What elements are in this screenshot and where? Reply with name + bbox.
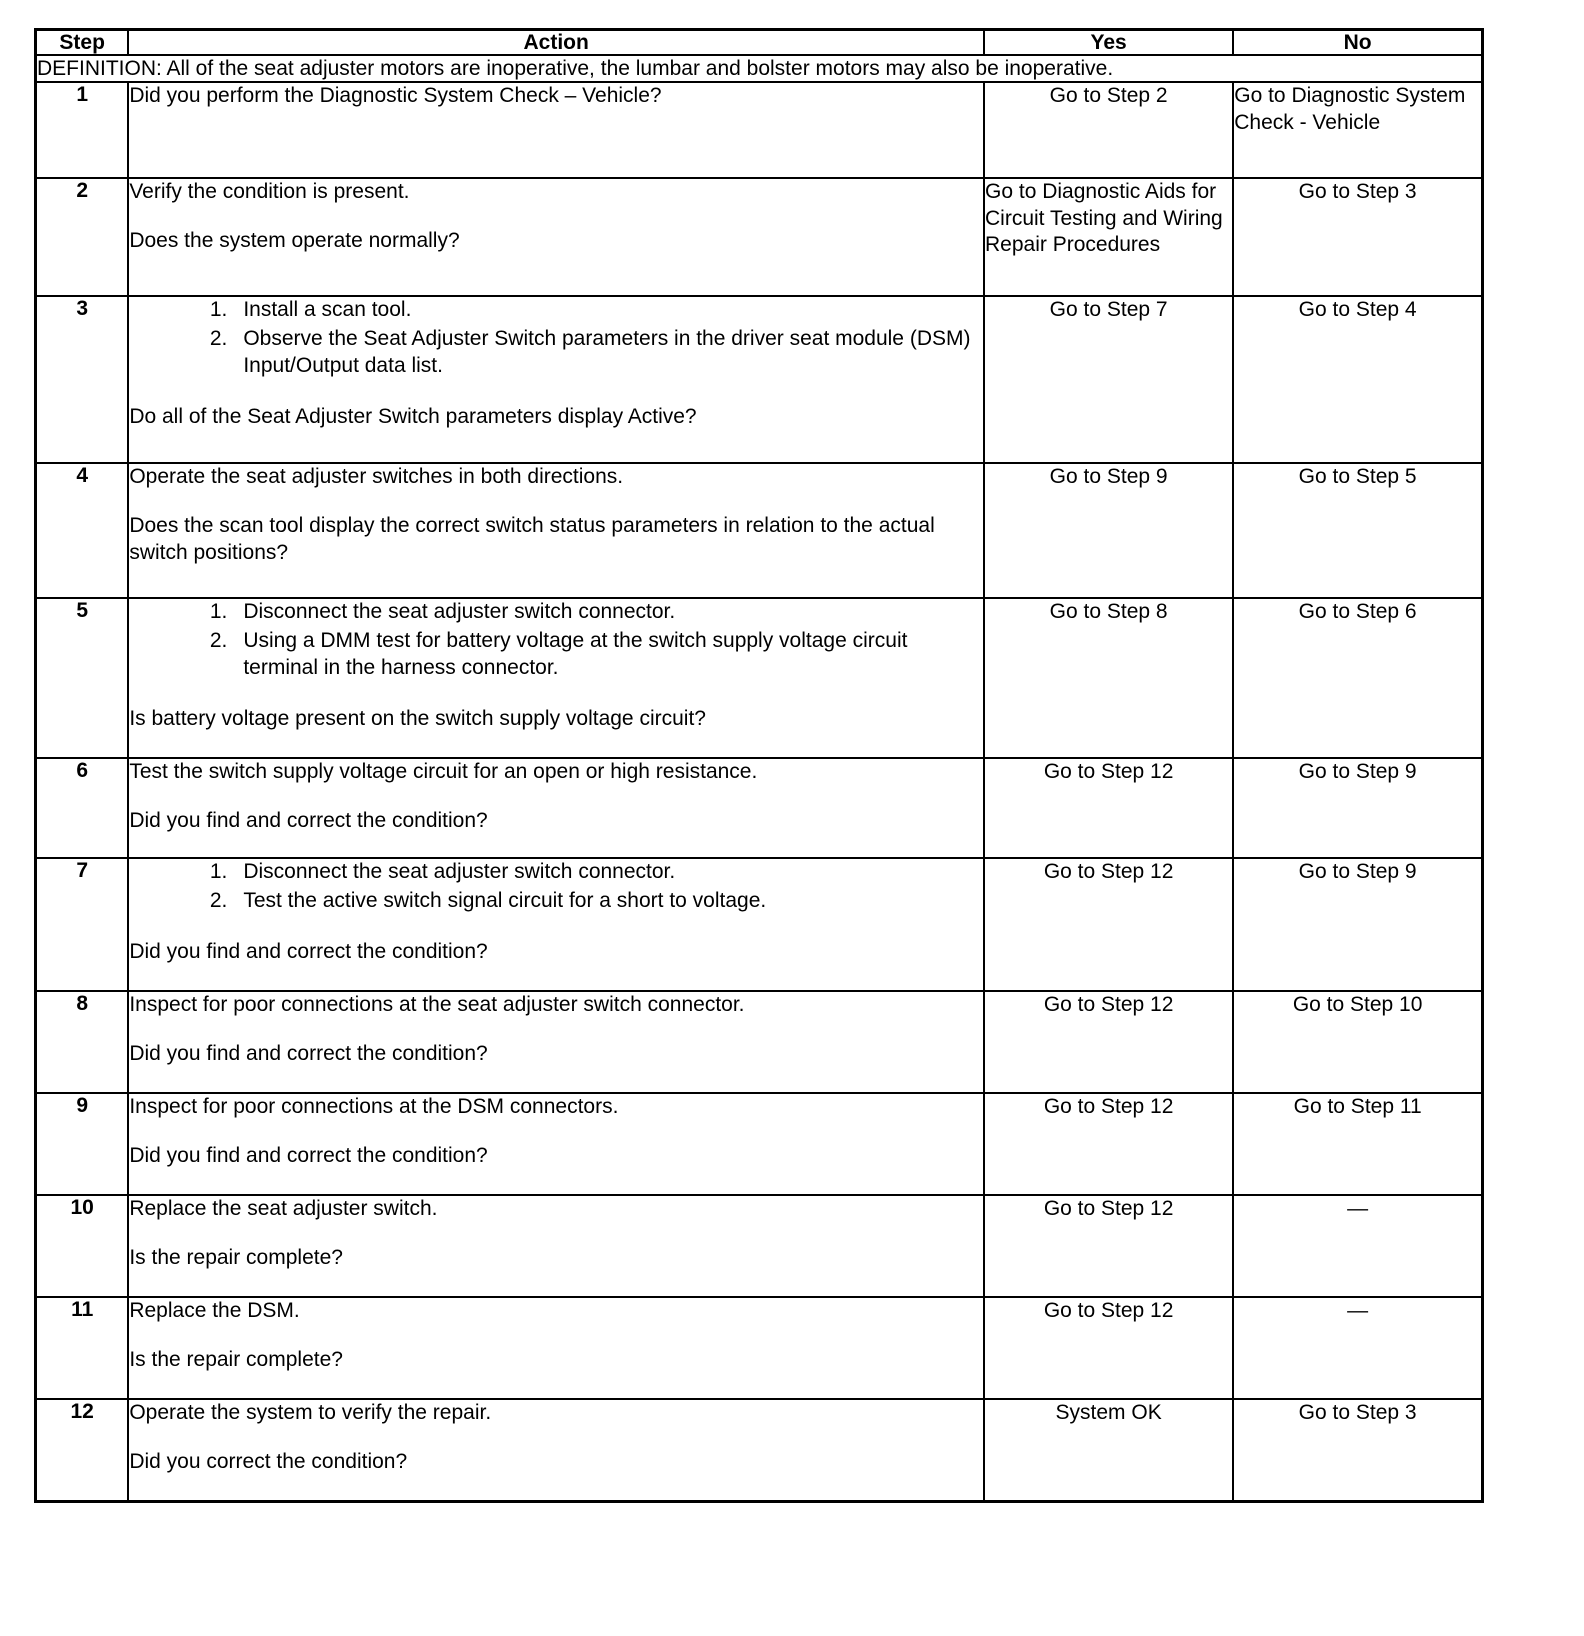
substep-number: 2. [209, 327, 228, 351]
action-cell [128, 1195, 984, 1297]
yes-cell: Go to Step 12 [984, 1093, 1233, 1195]
substep-text: Test the active switch signal circuit for a short to voltage. [243, 889, 767, 913]
yes-cell: Go to Step 12 [984, 1297, 1233, 1399]
header-row [36, 30, 1483, 56]
action-question: Did you find and correct the condition? [129, 1042, 488, 1066]
step-number: 8 [36, 991, 129, 1093]
action-question: Does the scan tool display the correct switch status parameters in relation to the actual switch positions? [129, 514, 935, 565]
action-cell [128, 463, 984, 598]
action-question: Did you find and correct the condition? [129, 940, 488, 964]
table-body [36, 55, 1483, 1501]
step-number: 4 [36, 463, 129, 598]
substep-item [187, 599, 983, 626]
table-row [36, 598, 1483, 758]
header-yes: Yes [984, 30, 1233, 56]
no-cell: — [1233, 1195, 1482, 1297]
action-question: Did you find and correct the condition? [129, 809, 488, 833]
step-number: 11 [36, 1297, 129, 1399]
yes-cell: Go to Step 12 [984, 991, 1233, 1093]
action-cell [128, 178, 984, 296]
action-cell [128, 858, 984, 991]
action-cell [128, 296, 984, 463]
table-row [36, 463, 1483, 598]
no-cell: Go to Diagnostic System Check - Vehicle [1233, 82, 1482, 178]
step-number: 12 [36, 1399, 129, 1501]
step-number: 7 [36, 858, 129, 991]
substep-number: 2. [209, 889, 228, 913]
table-row [36, 1195, 1483, 1297]
action-cell [128, 1297, 984, 1399]
no-cell: Go to Step 9 [1233, 858, 1482, 991]
definition-text: DEFINITION: All of the seat adjuster motors are inoperative, the lumbar and bolster motors may also be inoperative. [36, 55, 1483, 82]
diagnostic-table [34, 28, 1484, 1503]
substep-item [187, 297, 983, 324]
action-question: Do all of the Seat Adjuster Switch parameters display Active? [129, 404, 697, 428]
definition-row [36, 55, 1483, 82]
step-number: 10 [36, 1195, 129, 1297]
yes-cell: System OK [984, 1399, 1233, 1501]
table-header [36, 30, 1483, 56]
step-number: 3 [36, 296, 129, 463]
action-question: Does the system operate normally? [129, 229, 460, 253]
action-lead: Replace the DSM. [129, 1299, 300, 1323]
step-number: 9 [36, 1093, 129, 1195]
action-lead: Replace the seat adjuster switch. [129, 1197, 438, 1221]
action-lead: Did you perform the Diagnostic System Check – Vehicle? [129, 84, 662, 108]
substep-text: Using a DMM test for battery voltage at the switch supply voltage circuit terminal in the harness connector. [243, 629, 908, 680]
step-number: 1 [36, 82, 129, 178]
header-action: Action [128, 30, 984, 56]
substep-number: 2. [209, 629, 228, 653]
action-question: Did you find and correct the condition? [129, 1144, 488, 1168]
no-cell: — [1233, 1297, 1482, 1399]
yes-cell: Go to Step 12 [984, 758, 1233, 858]
action-cell [128, 991, 984, 1093]
step-number: 2 [36, 178, 129, 296]
action-question: Did you correct the condition? [129, 1450, 408, 1474]
substep-item [187, 326, 983, 380]
table-row [36, 1399, 1483, 1501]
substep-number: 1. [209, 860, 228, 884]
table-row [36, 1093, 1483, 1195]
action-question: Is the repair complete? [129, 1246, 343, 1270]
action-lead: Operate the seat adjuster switches in both directions. [129, 465, 624, 489]
action-cell [128, 758, 984, 858]
no-cell: Go to Step 6 [1233, 598, 1482, 758]
table-row [36, 82, 1483, 178]
substep-text: Disconnect the seat adjuster switch connector. [243, 860, 676, 884]
action-question: Is battery voltage present on the switch supply voltage circuit? [129, 706, 706, 730]
substep-list [129, 599, 983, 682]
step-number: 5 [36, 598, 129, 758]
action-cell [128, 1093, 984, 1195]
table-row [36, 178, 1483, 296]
yes-cell: Go to Step 2 [984, 82, 1233, 178]
no-cell: Go to Step 4 [1233, 296, 1482, 463]
substep-list [129, 297, 983, 380]
substep-item [187, 859, 983, 886]
yes-cell: Go to Step 9 [984, 463, 1233, 598]
table-row [36, 991, 1483, 1093]
action-lead: Inspect for poor connections at the seat adjuster switch connector. [129, 993, 745, 1017]
no-cell: Go to Step 11 [1233, 1093, 1482, 1195]
action-question: Is the repair complete? [129, 1348, 343, 1372]
yes-cell: Go to Step 7 [984, 296, 1233, 463]
header-step: Step [36, 30, 129, 56]
no-cell: Go to Step 3 [1233, 178, 1482, 296]
substep-item [187, 628, 983, 682]
substep-number: 1. [209, 600, 228, 624]
no-cell: Go to Step 10 [1233, 991, 1482, 1093]
action-cell [128, 82, 984, 178]
yes-cell: Go to Step 12 [984, 858, 1233, 991]
action-lead: Inspect for poor connections at the DSM connectors. [129, 1095, 619, 1119]
substep-item [187, 888, 983, 915]
header-no: No [1233, 30, 1482, 56]
substep-text: Disconnect the seat adjuster switch connector. [243, 600, 676, 624]
action-lead: Verify the condition is present. [129, 180, 410, 204]
yes-cell: Go to Step 12 [984, 1195, 1233, 1297]
step-number: 6 [36, 758, 129, 858]
table-row [36, 758, 1483, 858]
no-cell: Go to Step 3 [1233, 1399, 1482, 1501]
table-row [36, 296, 1483, 463]
table-row [36, 1297, 1483, 1399]
table-row [36, 858, 1483, 991]
yes-cell: Go to Diagnostic Aids for Circuit Testing and Wiring Repair Procedures [984, 178, 1233, 296]
substep-text: Install a scan tool. [243, 298, 412, 322]
no-cell: Go to Step 5 [1233, 463, 1482, 598]
action-lead: Operate the system to verify the repair. [129, 1401, 492, 1425]
action-cell [128, 598, 984, 758]
substep-list [129, 859, 983, 915]
action-lead: Test the switch supply voltage circuit for an open or high resistance. [129, 760, 758, 784]
yes-cell: Go to Step 8 [984, 598, 1233, 758]
substep-number: 1. [209, 298, 228, 322]
no-cell: Go to Step 9 [1233, 758, 1482, 858]
substep-text: Observe the Seat Adjuster Switch parameters in the driver seat module (DSM) Input/Output data list. [243, 327, 971, 378]
action-cell [128, 1399, 984, 1501]
